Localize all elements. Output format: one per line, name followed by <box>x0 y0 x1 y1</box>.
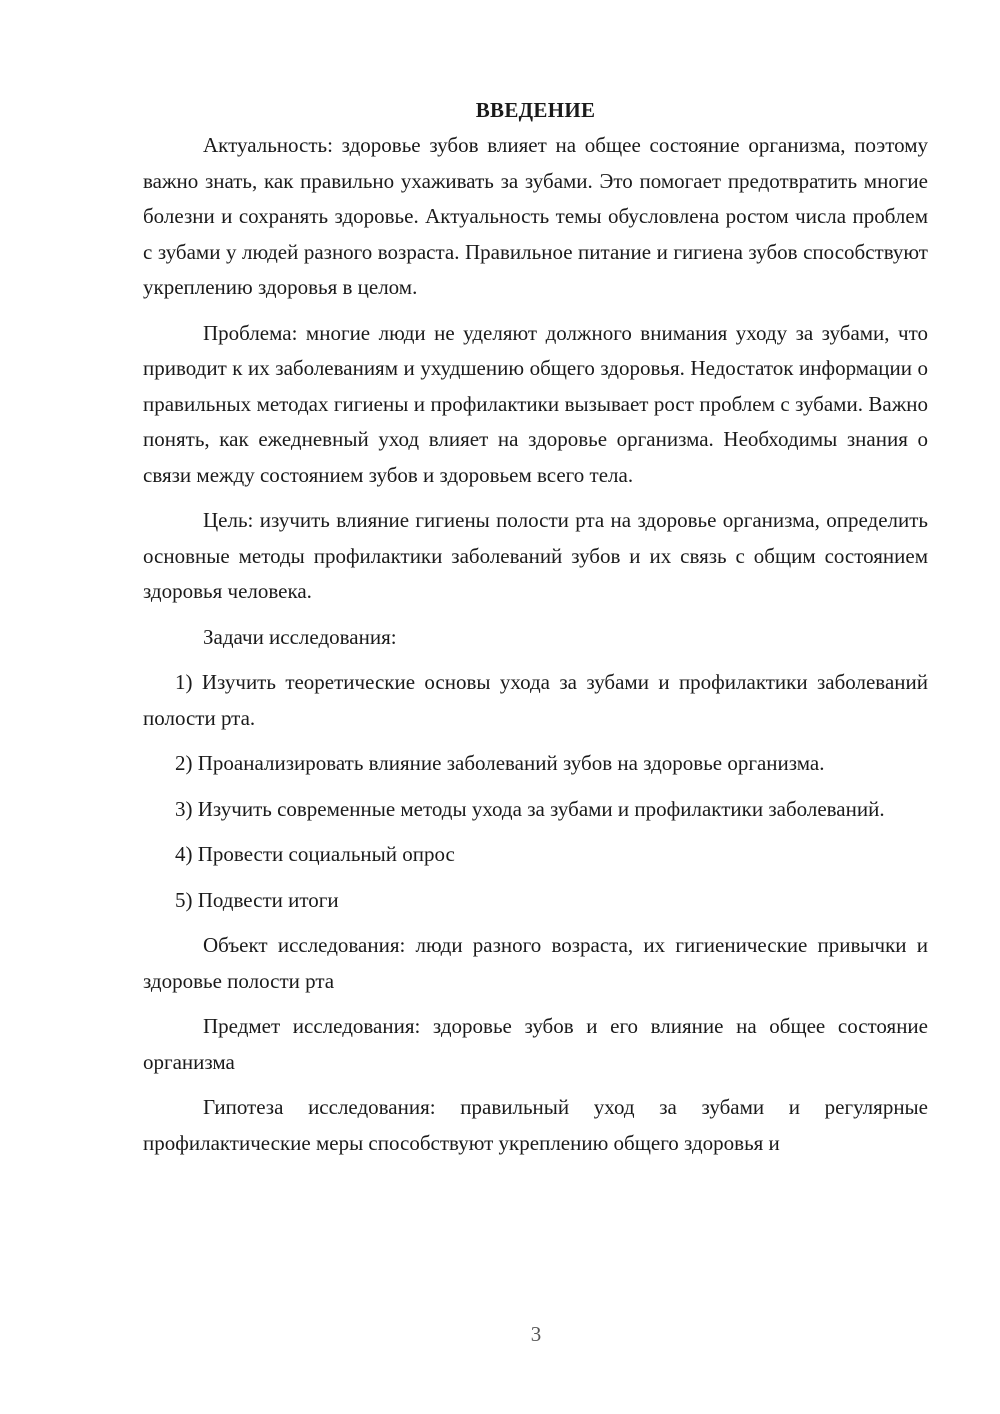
task-item-5: 5) Подвести итоги <box>175 887 339 912</box>
document-page <box>143 92 928 1161</box>
tasks-heading: Задачи исследования: <box>203 624 397 649</box>
task-item-1: 1) Изучить теоретические основы ухода за зубами и профилактики заболеваний полости рта. <box>143 670 928 730</box>
hypothesis-paragraph: Гипотеза исследования: правильный уход за зубами и регулярные профилактические меры способствуют укреплению общего здоровья и <box>143 1095 928 1155</box>
page-number: 3 <box>530 1322 542 1346</box>
task-item-2: 2) Проанализировать влияние заболеваний зубов на здоровье организма. <box>175 751 825 775</box>
object-paragraph: Объект исследования: люди разного возраста, их гигиенические привычки и здоровье полости рта <box>143 933 928 993</box>
goal-paragraph: Цель: изучить влияние гигиены полости рта на здоровье организма, определить основные методы профилактики заболеваний зубов и их связь с общим состоянием здоровья человека. <box>143 508 928 603</box>
task-item-3: 3) Изучить современные методы ухода за зубами и профилактики заболеваний. <box>175 796 885 821</box>
section-title: ВВЕДЕНИЕ <box>475 98 596 122</box>
problem-paragraph: Проблема: многие люди не уделяют должного внимания уходу за зубами, что приводит к их заболеваниям и ухудшению общего здоровья. Недостаток информации о правильных методах гигиены и профилактики вызывает рост проблем с зубами. Важно понять, как ежедневный уход влияет на здоровье организма. Необходимы знания о связи между состоянием зубов и здоровьем всего тела. <box>143 320 928 487</box>
task-item-4: 4) Провести социальный опрос <box>175 842 455 866</box>
subject-paragraph: Предмет исследования: здоровье зубов и его влияние на общее состояние организма <box>143 1014 928 1074</box>
relevance-paragraph: Актуальность: здоровье зубов влияет на общее состояние организма, поэтому важно знать, как правильно ухаживать за зубами. Это помогает предотвратить многие болезни и сохранять здоровье. Актуальность темы обусловлена ростом числа проблем с зубами у людей разного возраста. Правильное питание и гигиена зубов способствуют укреплению здоровья в целом. <box>143 133 928 299</box>
